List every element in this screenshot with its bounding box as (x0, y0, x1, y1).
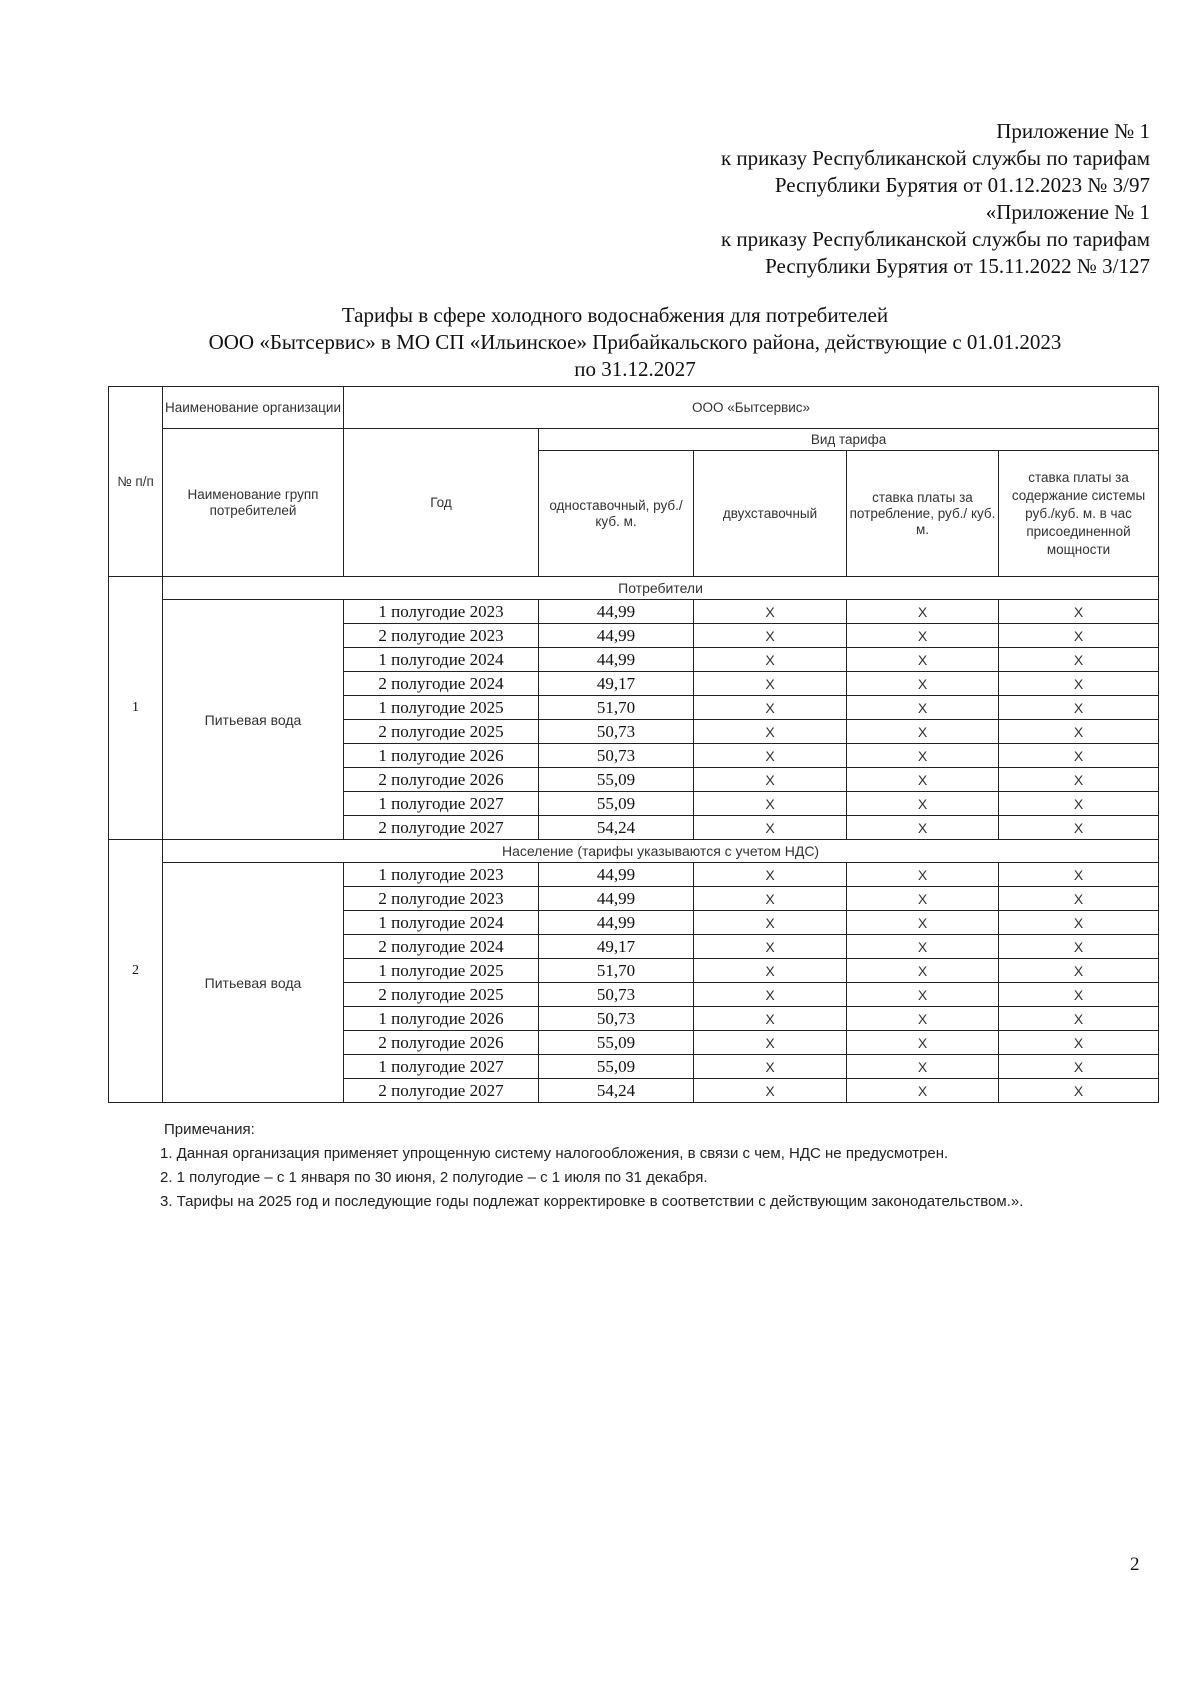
consumption-rate-cell: X (847, 600, 999, 624)
capacity-rate-cell: X (999, 768, 1159, 792)
capacity-rate-cell: X (999, 1007, 1159, 1031)
consumption-rate-cell: X (847, 768, 999, 792)
col-header-capacity: ставка платы за содержание системы руб./куб. м. в час присоединенной мощности (999, 451, 1159, 577)
col-header-single: одноставочный, руб./ куб. м. (539, 451, 694, 577)
period-cell: 2 полугодие 2025 (344, 720, 539, 744)
period-cell: 2 полугодие 2024 (344, 935, 539, 959)
period-cell: 2 полугодие 2023 (344, 887, 539, 911)
consumption-rate-cell: X (847, 911, 999, 935)
header-line: к приказу Республиканской службы по тарифам (720, 227, 1150, 251)
double-rate-cell: X (694, 887, 847, 911)
single-rate-cell: 50,73 (539, 1007, 694, 1031)
consumption-rate-cell: X (847, 983, 999, 1007)
capacity-rate-cell: X (999, 935, 1159, 959)
period-cell: 1 полугодие 2027 (344, 792, 539, 816)
appendix-header (450, 118, 1150, 280)
double-rate-cell: X (694, 1007, 847, 1031)
period-cell: 1 полугодие 2025 (344, 959, 539, 983)
note-item: 2. 1 полугодие – с 1 января по 30 июня, 2 полугодие – с 1 июля по 31 декабря. (160, 1169, 708, 1186)
tariff-table (108, 386, 1159, 1103)
org-name: ООО «Бытсервис» (344, 387, 1159, 429)
period-cell: 1 полугодие 2026 (344, 1007, 539, 1031)
col-header-consumption: ставка платы за потребление, руб./ куб. м. (847, 451, 999, 577)
notes-block (118, 1118, 1158, 1214)
section-label: Потребители (163, 577, 1159, 600)
capacity-rate-cell: X (999, 1079, 1159, 1103)
header-line: Приложение № 1 (996, 119, 1150, 143)
single-rate-cell: 55,09 (539, 792, 694, 816)
consumer-group: Питьевая вода (163, 863, 344, 1103)
col-header-num: № п/п (109, 387, 163, 577)
capacity-rate-cell: X (999, 648, 1159, 672)
single-rate-cell: 50,73 (539, 720, 694, 744)
single-rate-cell: 44,99 (539, 648, 694, 672)
double-rate-cell: X (694, 911, 847, 935)
single-rate-cell: 49,17 (539, 672, 694, 696)
row-number: 1 (109, 577, 163, 840)
single-rate-cell: 50,73 (539, 744, 694, 768)
notes-title: Примечания: (164, 1121, 255, 1138)
capacity-rate-cell: X (999, 696, 1159, 720)
capacity-rate-cell: X (999, 816, 1159, 840)
col-header-year: Год (344, 429, 539, 577)
consumption-rate-cell: X (847, 744, 999, 768)
period-cell: 2 полугодие 2027 (344, 816, 539, 840)
single-rate-cell: 54,24 (539, 816, 694, 840)
consumption-rate-cell: X (847, 816, 999, 840)
note-item: 3. Тарифы на 2025 год и последующие годы подлежат корректировке в соответствии с действующим законодательством.». (160, 1193, 1024, 1210)
single-rate-cell: 50,73 (539, 983, 694, 1007)
capacity-rate-cell: X (999, 600, 1159, 624)
title-line-3: по 31.12.2027 (574, 357, 696, 381)
period-cell: 2 полугодие 2023 (344, 624, 539, 648)
double-rate-cell: X (694, 959, 847, 983)
period-cell: 2 полугодие 2025 (344, 983, 539, 1007)
consumption-rate-cell: X (847, 720, 999, 744)
double-rate-cell: X (694, 696, 847, 720)
single-rate-cell: 44,99 (539, 624, 694, 648)
capacity-rate-cell: X (999, 887, 1159, 911)
capacity-rate-cell: X (999, 720, 1159, 744)
title-line-2: ООО «Бытсервис» в МО СП «Ильинское» Прибайкальского района, действующие с 01.01.2023 (208, 330, 1062, 354)
period-cell: 1 полугодие 2023 (344, 600, 539, 624)
double-rate-cell: X (694, 672, 847, 696)
period-cell: 2 полугодие 2027 (344, 1079, 539, 1103)
double-rate-cell: X (694, 863, 847, 887)
period-cell: 1 полугодие 2026 (344, 744, 539, 768)
col-header-org-name: Наименование организации (163, 387, 344, 429)
consumption-rate-cell: X (847, 1031, 999, 1055)
capacity-rate-cell: X (999, 863, 1159, 887)
double-rate-cell: X (694, 744, 847, 768)
double-rate-cell: X (694, 1031, 847, 1055)
page-number: 2 (1130, 1554, 1140, 1575)
consumption-rate-cell: X (847, 959, 999, 983)
single-rate-cell: 44,99 (539, 887, 694, 911)
double-rate-cell: X (694, 935, 847, 959)
single-rate-cell: 44,99 (539, 863, 694, 887)
double-rate-cell: X (694, 624, 847, 648)
col-header-double: двухставочный (694, 451, 847, 577)
capacity-rate-cell: X (999, 983, 1159, 1007)
note-item: 1. Данная организация применяет упрощенную систему налогообложения, в связи с чем, НДС не предусмотрен. (160, 1145, 949, 1162)
period-cell: 1 полугодие 2024 (344, 648, 539, 672)
period-cell: 2 полугодие 2026 (344, 768, 539, 792)
single-rate-cell: 49,17 (539, 935, 694, 959)
col-header-tariff-type: Вид тарифа (539, 429, 1159, 451)
consumption-rate-cell: X (847, 696, 999, 720)
header-line: «Приложение № 1 (985, 200, 1150, 224)
capacity-rate-cell: X (999, 1055, 1159, 1079)
consumption-rate-cell: X (847, 1055, 999, 1079)
document-title (110, 302, 1160, 383)
single-rate-cell: 55,09 (539, 768, 694, 792)
double-rate-cell: X (694, 983, 847, 1007)
table-row (109, 600, 1159, 624)
col-header-groups: Наименование групп потребителей (163, 429, 344, 577)
consumption-rate-cell: X (847, 863, 999, 887)
capacity-rate-cell: X (999, 959, 1159, 983)
consumption-rate-cell: X (847, 648, 999, 672)
title-line-1: Тарифы в сфере холодного водоснабжения для потребителей (341, 303, 889, 327)
header-line: Республики Бурятия от 15.11.2022 № 3/127 (765, 254, 1150, 278)
period-cell: 2 полугодие 2026 (344, 1031, 539, 1055)
capacity-rate-cell: X (999, 792, 1159, 816)
single-rate-cell: 51,70 (539, 696, 694, 720)
period-cell: 1 полугодие 2025 (344, 696, 539, 720)
single-rate-cell: 44,99 (539, 911, 694, 935)
consumption-rate-cell: X (847, 672, 999, 696)
header-line: Республики Бурятия от 01.12.2023 № 3/97 (774, 173, 1150, 197)
double-rate-cell: X (694, 720, 847, 744)
period-cell: 1 полугодие 2027 (344, 1055, 539, 1079)
section-label: Население (тарифы указываются с учетом НДС) (163, 840, 1159, 863)
consumption-rate-cell: X (847, 792, 999, 816)
capacity-rate-cell: X (999, 744, 1159, 768)
capacity-rate-cell: X (999, 1031, 1159, 1055)
period-cell: 1 полугодие 2024 (344, 911, 539, 935)
double-rate-cell: X (694, 1055, 847, 1079)
consumption-rate-cell: X (847, 624, 999, 648)
table-row (109, 863, 1159, 887)
period-cell: 1 полугодие 2023 (344, 863, 539, 887)
capacity-rate-cell: X (999, 624, 1159, 648)
double-rate-cell: X (694, 648, 847, 672)
row-number: 2 (109, 840, 163, 1103)
double-rate-cell: X (694, 1079, 847, 1103)
single-rate-cell: 51,70 (539, 959, 694, 983)
consumption-rate-cell: X (847, 1007, 999, 1031)
single-rate-cell: 55,09 (539, 1055, 694, 1079)
double-rate-cell: X (694, 816, 847, 840)
capacity-rate-cell: X (999, 911, 1159, 935)
capacity-rate-cell: X (999, 672, 1159, 696)
single-rate-cell: 44,99 (539, 600, 694, 624)
period-cell: 2 полугодие 2024 (344, 672, 539, 696)
consumption-rate-cell: X (847, 1079, 999, 1103)
double-rate-cell: X (694, 792, 847, 816)
consumption-rate-cell: X (847, 935, 999, 959)
single-rate-cell: 55,09 (539, 1031, 694, 1055)
consumption-rate-cell: X (847, 887, 999, 911)
double-rate-cell: X (694, 768, 847, 792)
header-line: к приказу Республиканской службы по тарифам (720, 146, 1150, 170)
consumer-group: Питьевая вода (163, 600, 344, 840)
single-rate-cell: 54,24 (539, 1079, 694, 1103)
double-rate-cell: X (694, 600, 847, 624)
